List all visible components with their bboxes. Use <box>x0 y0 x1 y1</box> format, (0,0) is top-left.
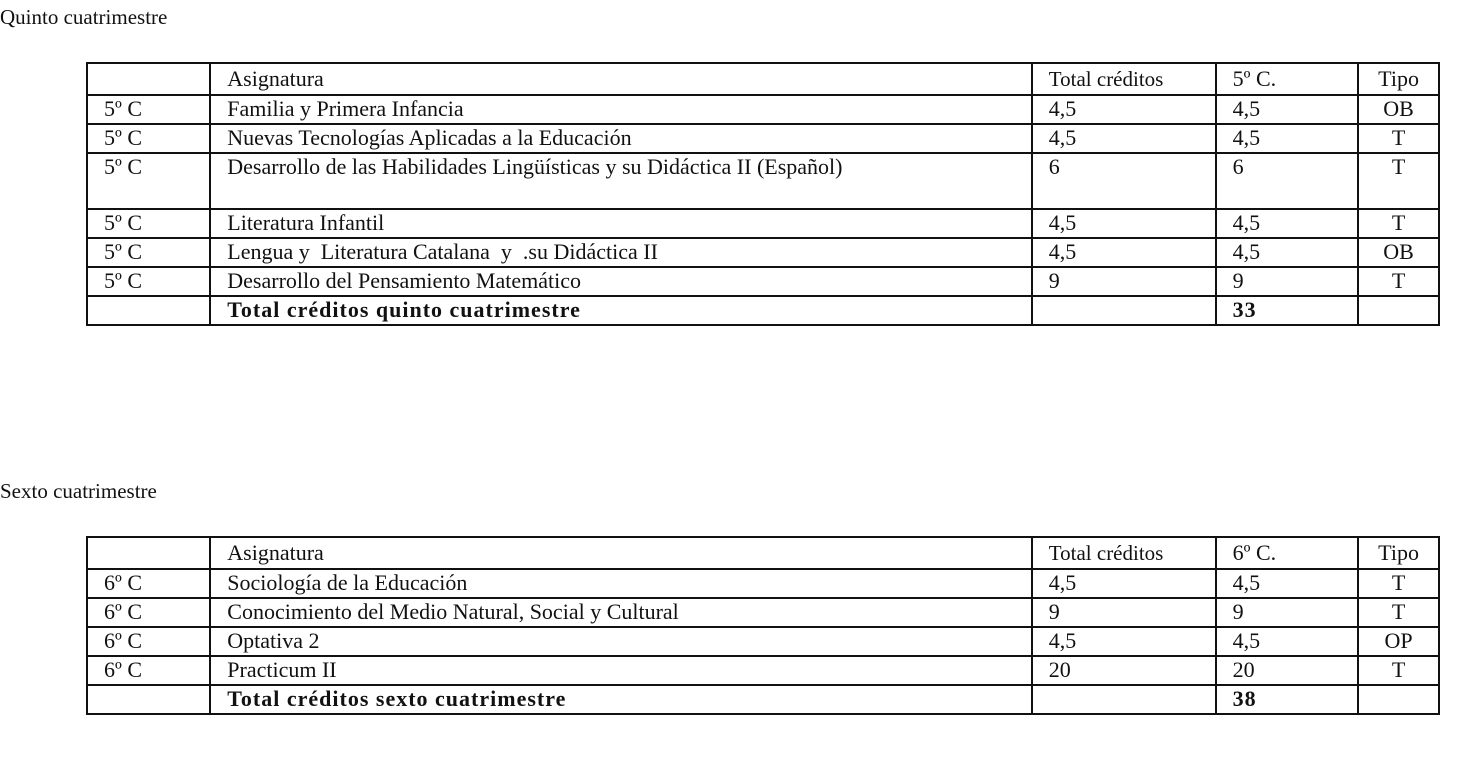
cell-creditos: 9 <box>1216 267 1358 296</box>
cell-tipo: T <box>1358 267 1439 296</box>
table-row <box>87 238 1439 267</box>
cell-cuatrimestre: 6º C <box>87 656 210 685</box>
header-creditos-cuatrimestre: 6º C. <box>1216 537 1358 569</box>
header-asignatura: Asignatura <box>210 537 1032 569</box>
cell-empty <box>1358 296 1439 325</box>
cell-tipo: T <box>1358 598 1439 627</box>
cell-asignatura: Practicum II <box>210 656 1032 685</box>
table-header-row <box>87 537 1439 569</box>
cell-total-creditos: 4,5 <box>1032 95 1216 124</box>
cell-empty <box>1032 685 1216 714</box>
total-value: 38 <box>1216 685 1358 714</box>
cell-tipo: OP <box>1358 627 1439 656</box>
table-quinto-cuatrimestre <box>86 62 1440 326</box>
cell-creditos: 4,5 <box>1216 238 1358 267</box>
cell-tipo: OB <box>1358 238 1439 267</box>
table-row <box>87 656 1439 685</box>
table-row <box>87 124 1439 153</box>
table-header-row <box>87 63 1439 95</box>
cell-asignatura: Desarrollo de las Habilidades Lingüísticas y su Didáctica II (Español) <box>210 153 1032 209</box>
cell-tipo: T <box>1358 656 1439 685</box>
cell-cuatrimestre: 5º C <box>87 95 210 124</box>
header-creditos-cuatrimestre: 5º C. <box>1216 63 1358 95</box>
cell-total-creditos: 4,5 <box>1032 238 1216 267</box>
cell-creditos: 4,5 <box>1216 95 1358 124</box>
cell-total-creditos: 20 <box>1032 656 1216 685</box>
cell-total-creditos: 6 <box>1032 153 1216 209</box>
cell-asignatura: Nuevas Tecnologías Aplicadas a la Educación <box>210 124 1032 153</box>
table-total-row <box>87 296 1439 325</box>
cell-empty <box>1032 296 1216 325</box>
cell-asignatura: Conocimiento del Medio Natural, Social y Cultural <box>210 598 1032 627</box>
cell-creditos: 4,5 <box>1216 627 1358 656</box>
cell-tipo: T <box>1358 569 1439 598</box>
cell-cuatrimestre: 5º C <box>87 267 210 296</box>
cell-creditos: 6 <box>1216 153 1358 209</box>
cell-total-creditos: 9 <box>1032 598 1216 627</box>
table-row <box>87 627 1439 656</box>
cell-creditos: 4,5 <box>1216 209 1358 238</box>
cell-total-creditos: 4,5 <box>1032 627 1216 656</box>
cell-creditos: 4,5 <box>1216 569 1358 598</box>
table-row <box>87 153 1439 209</box>
cell-tipo: OB <box>1358 95 1439 124</box>
cell-asignatura: Optativa 2 <box>210 627 1032 656</box>
cell-creditos: 4,5 <box>1216 124 1358 153</box>
header-tipo: Tipo <box>1358 63 1439 95</box>
cell-asignatura: Literatura Infantil <box>210 209 1032 238</box>
cell-tipo: T <box>1358 209 1439 238</box>
table-total-row <box>87 685 1439 714</box>
cell-cuatrimestre: 5º C <box>87 124 210 153</box>
cell-tipo: T <box>1358 153 1439 209</box>
header-total-creditos: Total créditos <box>1032 537 1216 569</box>
cell-cuatrimestre: 6º C <box>87 569 210 598</box>
cell-cuatrimestre: 6º C <box>87 627 210 656</box>
total-value: 33 <box>1216 296 1358 325</box>
total-label: Total créditos quinto cuatrimestre <box>210 296 1032 325</box>
cell-asignatura: Sociología de la Educación <box>210 569 1032 598</box>
cell-total-creditos: 4,5 <box>1032 569 1216 598</box>
cell-asignatura: Lengua y Literatura Catalana y .su Didáctica II <box>210 238 1032 267</box>
table-row <box>87 598 1439 627</box>
header-asignatura: Asignatura <box>210 63 1032 95</box>
cell-cuatrimestre: 6º C <box>87 598 210 627</box>
cell-asignatura: Desarrollo del Pensamiento Matemático <box>210 267 1032 296</box>
cell-asignatura: Familia y Primera Infancia <box>210 95 1032 124</box>
cell-empty <box>87 296 210 325</box>
section-title-sexto: Sexto cuatrimestre <box>0 479 157 503</box>
table-sexto-cuatrimestre <box>86 536 1440 715</box>
cell-cuatrimestre: 5º C <box>87 238 210 267</box>
table-row <box>87 209 1439 238</box>
header-cuatrimestre <box>87 63 210 95</box>
header-total-creditos: Total créditos <box>1032 63 1216 95</box>
cell-creditos: 9 <box>1216 598 1358 627</box>
section-title-quinto: Quinto cuatrimestre <box>0 5 168 29</box>
cell-empty <box>87 685 210 714</box>
header-cuatrimestre <box>87 537 210 569</box>
cell-tipo: T <box>1358 124 1439 153</box>
total-label: Total créditos sexto cuatrimestre <box>210 685 1032 714</box>
cell-total-creditos: 9 <box>1032 267 1216 296</box>
cell-total-creditos: 4,5 <box>1032 124 1216 153</box>
header-tipo: Tipo <box>1358 537 1439 569</box>
table-row <box>87 569 1439 598</box>
cell-cuatrimestre: 5º C <box>87 209 210 238</box>
table-row <box>87 267 1439 296</box>
cell-creditos: 20 <box>1216 656 1358 685</box>
cell-empty <box>1358 685 1439 714</box>
cell-total-creditos: 4,5 <box>1032 209 1216 238</box>
cell-cuatrimestre: 5º C <box>87 153 210 209</box>
table-row <box>87 95 1439 124</box>
